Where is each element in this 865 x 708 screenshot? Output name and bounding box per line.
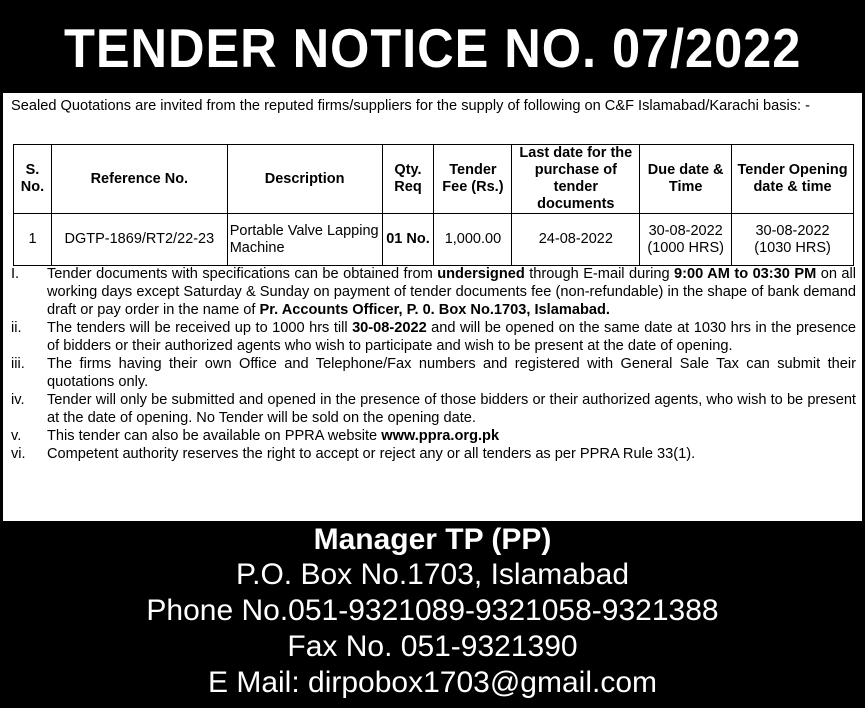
table-header-row	[14, 145, 854, 214]
term-text-part: on all working days except Saturday & Sunday on payment of tender documents fee (non-refundable) in the shape of bank demand draft or pay order in the name of	[47, 266, 857, 318]
header-fee: Tender Fee (Rs.)	[434, 145, 512, 214]
cell-last-date: 24-08-2022	[512, 214, 640, 266]
intro-paragraph: Sealed Quotations are invited from the reputed firms/suppliers for the supply of following on C&F Islamabad/Karachi basis: -	[11, 98, 811, 114]
cell-fee: 1,000.00	[434, 214, 512, 266]
po-box: P.O. Box No.1703, Islamabad	[235, 558, 630, 591]
email-address[interactable]: E Mail: dirpobox1703@gmail.com	[208, 666, 657, 699]
header-reference: Reference No.	[51, 145, 227, 214]
header-due-date: Due date & Time	[640, 145, 732, 214]
term-item	[11, 355, 856, 391]
term-item	[11, 265, 856, 319]
cell-reference: DGTP-1869/RT2/22-23	[51, 214, 227, 266]
notice-title: TENDER NOTICE NO. 07/2022	[63, 17, 802, 79]
term-number: I.	[11, 266, 20, 282]
ppra-website-link[interactable]: www.ppra.org.pk	[381, 428, 500, 444]
terms-list	[11, 265, 856, 463]
term-text: Tender will only be submitted and opened in the presence of those bidders or their authorized agents, who wish to be present at the date of opening. No Tender will be sold on the opening date.	[47, 392, 856, 426]
opening-time: (1030 HRS)	[754, 239, 831, 256]
term-text	[47, 427, 856, 445]
term-text	[47, 265, 856, 319]
term-text: The firms having their own Office and Telephone/Fax numbers and registered with General Sale Tax can submit their quotations only.	[47, 356, 856, 390]
term-text-part: The tenders will be received up to 1000 hrs till	[47, 320, 353, 336]
term-text: Competent authority reserves the right to accept or reject any or all tenders as per PPRA Rule 33(1).	[47, 446, 696, 462]
term-item	[11, 319, 856, 355]
term-text-part: and will be opened on the same date at 1030 hrs in the presence of bidders or their authorized agents who wish to participate and wish to be present at the date of opening.	[47, 320, 856, 354]
due-time: (1000 HRS)	[647, 239, 724, 256]
cell-opening	[732, 214, 854, 266]
term-item	[11, 445, 856, 463]
table-row	[14, 214, 854, 266]
fax-number: Fax No. 051-9321390	[287, 630, 578, 663]
header-description: Description	[227, 145, 382, 214]
term-bold-part: undersigned	[437, 266, 525, 282]
term-bold-part: Pr. Accounts Officer, P. 0. Box No.1703, Islamabad.	[259, 302, 610, 318]
header-last-date: Last date for the purchase of tender documents	[512, 145, 640, 214]
tender-table	[13, 144, 854, 266]
term-item	[11, 391, 856, 427]
header-qty: Qty. Req	[382, 145, 434, 214]
term-text-part: Tender documents with specifications can be obtained from	[47, 266, 438, 282]
due-date: 30-08-2022	[648, 222, 723, 239]
term-text-part: This tender can also be available on PPRA website	[47, 428, 382, 444]
cell-due	[640, 214, 732, 266]
phone-number: Phone No.051-9321089-9321058-9321388	[146, 594, 719, 627]
term-number: iv.	[11, 392, 25, 408]
opening-date: 30-08-2022	[755, 222, 830, 239]
term-number: v.	[11, 428, 22, 444]
cell-qty: 01 No.	[382, 214, 434, 266]
term-text-part: through E-mail during	[524, 266, 675, 282]
cell-sno: 1	[14, 214, 52, 266]
term-bold-part: 30-08-2022	[352, 320, 427, 336]
manager-title: Manager TP (PP)	[313, 523, 552, 556]
title-banner	[3, 3, 862, 93]
term-number: ii.	[11, 320, 22, 336]
cell-description: Portable Valve Lapping Machine	[227, 214, 382, 266]
term-number: vi.	[11, 446, 26, 462]
term-text	[47, 319, 856, 355]
term-item	[11, 427, 856, 445]
contact-footer	[3, 521, 862, 705]
header-sno: S. No.	[14, 145, 52, 214]
header-opening: Tender Opening date & time	[732, 145, 854, 214]
term-number: iii.	[11, 356, 25, 372]
term-bold-part: 9:00 AM to 03:30 PM	[674, 266, 817, 282]
